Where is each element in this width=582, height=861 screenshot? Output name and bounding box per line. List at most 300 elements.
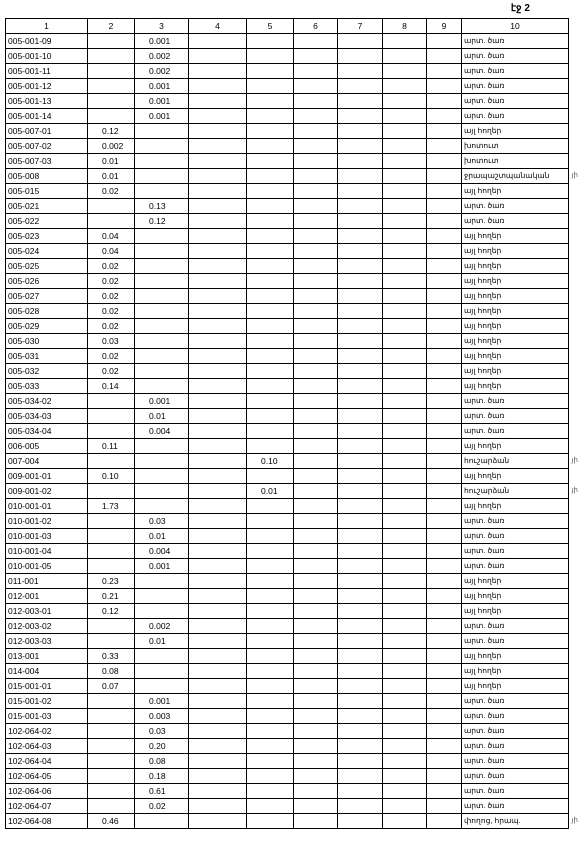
area-cell-col-6	[294, 574, 338, 589]
area-cell-col-2: 0.33	[88, 649, 135, 664]
parcel-code-cell: 013-001	[6, 649, 88, 664]
area-cell-col-2	[88, 559, 135, 574]
area-cell-col-8	[383, 154, 427, 169]
area-cell-col-5	[247, 139, 294, 154]
parcel-code-cell: 005-023	[6, 229, 88, 244]
area-cell-col-6	[294, 649, 338, 664]
area-cell-col-5	[247, 364, 294, 379]
area-cell-col-7	[338, 529, 383, 544]
area-cell-col-6	[294, 379, 338, 394]
area-cell-col-4	[189, 664, 247, 679]
area-cell-col-2: 0.02	[88, 289, 135, 304]
area-cell-col-5	[247, 589, 294, 604]
area-cell-col-6	[294, 634, 338, 649]
area-cell-col-4	[189, 724, 247, 739]
area-cell-col-9	[427, 229, 462, 244]
parcel-code-cell: 005-026	[6, 274, 88, 289]
area-cell-col-5	[247, 559, 294, 574]
area-cell-col-5	[247, 409, 294, 424]
land-use-cell: արտ. ծառ	[462, 784, 569, 799]
land-use-cell: այլ հողեր	[462, 679, 569, 694]
area-cell-col-3	[135, 814, 189, 829]
area-cell-col-5	[247, 529, 294, 544]
area-cell-col-7	[338, 439, 383, 454]
area-cell-col-4	[189, 514, 247, 529]
area-cell-col-7	[338, 244, 383, 259]
area-cell-col-4	[189, 184, 247, 199]
area-cell-col-4	[189, 814, 247, 829]
area-cell-col-8	[383, 694, 427, 709]
land-use-cell: արտ. ծառ	[462, 559, 569, 574]
land-use-cell: արտ. ծառ	[462, 694, 569, 709]
table-row	[6, 499, 569, 514]
area-cell-col-8	[383, 529, 427, 544]
table-row	[6, 169, 569, 184]
area-cell-col-3	[135, 274, 189, 289]
land-use-cell: հուշարձան	[462, 484, 569, 499]
land-use-cell: արտ. ծառ	[462, 724, 569, 739]
area-cell-col-8	[383, 679, 427, 694]
area-cell-col-3	[135, 574, 189, 589]
area-cell-col-7	[338, 364, 383, 379]
area-cell-col-4	[189, 169, 247, 184]
table-row	[6, 694, 569, 709]
column-header-10: 10	[462, 19, 569, 34]
area-cell-col-2: 0.11	[88, 439, 135, 454]
land-use-cell: արտ. ծառ	[462, 94, 569, 109]
table-row	[6, 124, 569, 139]
area-cell-col-3: 0.002	[135, 619, 189, 634]
area-cell-col-4	[189, 484, 247, 499]
area-cell-col-2: 0.14	[88, 379, 135, 394]
area-cell-col-7	[338, 709, 383, 724]
area-cell-col-6	[294, 304, 338, 319]
land-use-cell: այլ հողեր	[462, 289, 569, 304]
table-row	[6, 334, 569, 349]
area-cell-col-8	[383, 514, 427, 529]
area-cell-col-9	[427, 559, 462, 574]
area-cell-col-4	[189, 229, 247, 244]
table-row	[6, 649, 569, 664]
parcel-code-cell: 005-001-12	[6, 79, 88, 94]
area-cell-col-9	[427, 709, 462, 724]
area-cell-col-2	[88, 739, 135, 754]
area-cell-col-4	[189, 214, 247, 229]
area-cell-col-3	[135, 124, 189, 139]
area-cell-col-4	[189, 499, 247, 514]
area-cell-col-7	[338, 154, 383, 169]
area-cell-col-9	[427, 589, 462, 604]
land-use-cell: խոտուտ	[462, 139, 569, 154]
area-cell-col-4	[189, 679, 247, 694]
land-use-cell: այլ հողեր	[462, 379, 569, 394]
area-cell-col-7	[338, 484, 383, 499]
area-cell-col-2: 0.02	[88, 304, 135, 319]
area-cell-col-3	[135, 484, 189, 499]
land-use-cell: արտ. ծառ	[462, 769, 569, 784]
area-cell-col-3	[135, 229, 189, 244]
area-cell-col-5	[247, 49, 294, 64]
parcel-code-cell: 005-029	[6, 319, 88, 334]
area-cell-col-7	[338, 49, 383, 64]
area-cell-col-9	[427, 409, 462, 424]
area-cell-col-7	[338, 349, 383, 364]
area-cell-col-8	[383, 784, 427, 799]
table-row	[6, 814, 569, 829]
land-use-cell: այլ հողեր	[462, 469, 569, 484]
column-header-9: 9	[427, 19, 462, 34]
area-cell-col-2	[88, 64, 135, 79]
area-cell-col-6	[294, 784, 338, 799]
area-cell-col-2	[88, 409, 135, 424]
parcel-code-cell: 102-064-03	[6, 739, 88, 754]
land-use-cell: այլ հողեր	[462, 304, 569, 319]
area-cell-col-4	[189, 319, 247, 334]
area-cell-col-7	[338, 289, 383, 304]
area-cell-col-4	[189, 364, 247, 379]
area-cell-col-4	[189, 739, 247, 754]
area-cell-col-5	[247, 349, 294, 364]
parcel-code-cell: 010-001-03	[6, 529, 88, 544]
area-cell-col-7	[338, 409, 383, 424]
area-cell-col-9	[427, 94, 462, 109]
area-cell-col-3	[135, 364, 189, 379]
parcel-code-cell: 015-001-03	[6, 709, 88, 724]
area-cell-col-6	[294, 814, 338, 829]
area-cell-col-4	[189, 34, 247, 49]
margin-note: յի	[571, 171, 578, 179]
area-cell-col-3: 0.001	[135, 34, 189, 49]
area-cell-col-9	[427, 304, 462, 319]
area-cell-col-9	[427, 154, 462, 169]
column-header-5: 5	[247, 19, 294, 34]
area-cell-col-8	[383, 454, 427, 469]
parcel-code-cell: 010-001-02	[6, 514, 88, 529]
area-cell-col-7	[338, 379, 383, 394]
area-cell-col-6	[294, 409, 338, 424]
area-cell-col-9	[427, 694, 462, 709]
area-cell-col-5	[247, 244, 294, 259]
area-cell-col-2	[88, 694, 135, 709]
area-cell-col-2: 0.46	[88, 814, 135, 829]
area-cell-col-9	[427, 454, 462, 469]
area-cell-col-3: 0.01	[135, 634, 189, 649]
land-use-cell: արտ. ծառ	[462, 109, 569, 124]
area-cell-col-9	[427, 784, 462, 799]
area-cell-col-6	[294, 319, 338, 334]
land-use-cell: արտ. ծառ	[462, 64, 569, 79]
area-cell-col-3	[135, 184, 189, 199]
area-cell-col-5	[247, 124, 294, 139]
area-cell-col-5	[247, 604, 294, 619]
area-cell-col-8	[383, 214, 427, 229]
area-cell-col-4	[189, 469, 247, 484]
area-cell-col-2: 0.02	[88, 364, 135, 379]
area-cell-col-6	[294, 214, 338, 229]
area-cell-col-3	[135, 289, 189, 304]
land-use-cell: այլ հողեր	[462, 319, 569, 334]
land-use-cell: արտ. ծառ	[462, 529, 569, 544]
area-cell-col-7	[338, 259, 383, 274]
area-cell-col-6	[294, 439, 338, 454]
area-cell-col-4	[189, 784, 247, 799]
area-cell-col-6	[294, 124, 338, 139]
area-cell-col-9	[427, 139, 462, 154]
area-cell-col-5	[247, 649, 294, 664]
table-row	[6, 604, 569, 619]
area-cell-col-7	[338, 184, 383, 199]
area-cell-col-2: 0.12	[88, 124, 135, 139]
table-row	[6, 409, 569, 424]
area-cell-col-9	[427, 244, 462, 259]
area-cell-col-8	[383, 184, 427, 199]
margin-note: յի	[571, 816, 578, 824]
area-cell-col-3: 0.004	[135, 424, 189, 439]
area-cell-col-5	[247, 664, 294, 679]
area-cell-col-9	[427, 319, 462, 334]
land-parcel-table	[5, 18, 569, 829]
parcel-code-cell: 005-021	[6, 199, 88, 214]
area-cell-col-9	[427, 379, 462, 394]
area-cell-col-8	[383, 79, 427, 94]
area-cell-col-6	[294, 664, 338, 679]
area-cell-col-5	[247, 769, 294, 784]
area-cell-col-9	[427, 394, 462, 409]
parcel-code-cell: 102-064-04	[6, 754, 88, 769]
area-cell-col-2: 0.08	[88, 664, 135, 679]
area-cell-col-7	[338, 334, 383, 349]
area-cell-col-4	[189, 304, 247, 319]
area-cell-col-5	[247, 304, 294, 319]
table-row	[6, 274, 569, 289]
column-header-2: 2	[88, 19, 135, 34]
area-cell-col-5: 0.10	[247, 454, 294, 469]
area-cell-col-7	[338, 739, 383, 754]
parcel-code-cell: 005-024	[6, 244, 88, 259]
parcel-code-cell: 012-003-03	[6, 634, 88, 649]
parcel-code-cell: 009-001-02	[6, 484, 88, 499]
area-cell-col-8	[383, 724, 427, 739]
area-cell-col-3: 0.18	[135, 769, 189, 784]
area-cell-col-6	[294, 694, 338, 709]
parcel-code-cell: 005-001-13	[6, 94, 88, 109]
area-cell-col-4	[189, 124, 247, 139]
area-cell-col-7	[338, 574, 383, 589]
area-cell-col-8	[383, 139, 427, 154]
area-cell-col-5	[247, 274, 294, 289]
area-cell-col-3	[135, 334, 189, 349]
area-cell-col-3: 0.001	[135, 394, 189, 409]
area-cell-col-7	[338, 634, 383, 649]
area-cell-col-2: 0.21	[88, 589, 135, 604]
column-header-3: 3	[135, 19, 189, 34]
area-cell-col-8	[383, 499, 427, 514]
area-cell-col-3	[135, 319, 189, 334]
parcel-code-cell: 005-025	[6, 259, 88, 274]
area-cell-col-7	[338, 229, 383, 244]
area-cell-col-4	[189, 589, 247, 604]
area-cell-col-4	[189, 289, 247, 304]
area-cell-col-3	[135, 499, 189, 514]
area-cell-col-6	[294, 589, 338, 604]
area-cell-col-2	[88, 394, 135, 409]
area-cell-col-7	[338, 454, 383, 469]
area-cell-col-5	[247, 109, 294, 124]
area-cell-col-5	[247, 154, 294, 169]
table-row	[6, 154, 569, 169]
area-cell-col-4	[189, 79, 247, 94]
area-cell-col-7	[338, 664, 383, 679]
area-cell-col-2: 0.002	[88, 139, 135, 154]
area-cell-col-3: 0.001	[135, 694, 189, 709]
area-cell-col-8	[383, 334, 427, 349]
margin-note: յի	[571, 456, 578, 464]
area-cell-col-4	[189, 334, 247, 349]
table-row	[6, 589, 569, 604]
area-cell-col-4	[189, 439, 247, 454]
area-cell-col-2: 0.01	[88, 169, 135, 184]
area-cell-col-4	[189, 259, 247, 274]
area-cell-col-5	[247, 739, 294, 754]
land-use-cell: արտ. ծառ	[462, 394, 569, 409]
land-use-cell: այլ հողեր	[462, 349, 569, 364]
area-cell-col-3	[135, 469, 189, 484]
area-cell-col-3: 0.002	[135, 64, 189, 79]
area-cell-col-4	[189, 634, 247, 649]
area-cell-col-5	[247, 709, 294, 724]
area-cell-col-9	[427, 334, 462, 349]
land-use-cell: խոտուտ	[462, 154, 569, 169]
area-cell-col-2: 0.04	[88, 244, 135, 259]
area-cell-col-4	[189, 604, 247, 619]
land-use-cell: արտ. ծառ	[462, 409, 569, 424]
area-cell-col-2	[88, 619, 135, 634]
area-cell-col-8	[383, 364, 427, 379]
area-cell-col-4	[189, 694, 247, 709]
area-cell-col-4	[189, 109, 247, 124]
area-cell-col-6	[294, 184, 338, 199]
parcel-code-cell: 005-033	[6, 379, 88, 394]
area-cell-col-9	[427, 364, 462, 379]
area-cell-col-9	[427, 79, 462, 94]
area-cell-col-9	[427, 49, 462, 64]
area-cell-col-3	[135, 679, 189, 694]
area-cell-col-4	[189, 574, 247, 589]
area-cell-col-2	[88, 214, 135, 229]
area-cell-col-9	[427, 469, 462, 484]
area-cell-col-8	[383, 604, 427, 619]
area-cell-col-6	[294, 154, 338, 169]
parcel-code-cell: 005-001-10	[6, 49, 88, 64]
land-use-cell: այլ հողեր	[462, 499, 569, 514]
table-row	[6, 94, 569, 109]
column-header-6: 6	[294, 19, 338, 34]
area-cell-col-9	[427, 649, 462, 664]
area-cell-col-8	[383, 424, 427, 439]
area-cell-col-8	[383, 319, 427, 334]
area-cell-col-9	[427, 259, 462, 274]
area-cell-col-5	[247, 334, 294, 349]
margin-note: յի	[571, 486, 578, 494]
area-cell-col-3	[135, 604, 189, 619]
area-cell-col-2: 0.23	[88, 574, 135, 589]
table-row	[6, 79, 569, 94]
area-cell-col-9	[427, 604, 462, 619]
area-cell-col-7	[338, 514, 383, 529]
area-cell-col-6	[294, 604, 338, 619]
table-row	[6, 139, 569, 154]
area-cell-col-2: 0.02	[88, 319, 135, 334]
parcel-code-cell: 005-007-01	[6, 124, 88, 139]
area-cell-col-7	[338, 304, 383, 319]
land-use-cell: այլ հողեր	[462, 229, 569, 244]
area-cell-col-6	[294, 424, 338, 439]
table-row	[6, 349, 569, 364]
area-cell-col-5	[247, 34, 294, 49]
area-cell-col-5	[247, 79, 294, 94]
table-row	[6, 304, 569, 319]
area-cell-col-5	[247, 94, 294, 109]
area-cell-col-5	[247, 169, 294, 184]
area-cell-col-6	[294, 679, 338, 694]
land-use-cell: արտ. ծառ	[462, 634, 569, 649]
area-cell-col-6	[294, 514, 338, 529]
area-cell-col-7	[338, 199, 383, 214]
parcel-code-cell: 010-001-01	[6, 499, 88, 514]
area-cell-col-3: 0.002	[135, 49, 189, 64]
table-row	[6, 109, 569, 124]
area-cell-col-9	[427, 574, 462, 589]
area-cell-col-2	[88, 94, 135, 109]
area-cell-col-4	[189, 199, 247, 214]
area-cell-col-9	[427, 814, 462, 829]
area-cell-col-3: 0.20	[135, 739, 189, 754]
parcel-code-cell: 012-003-01	[6, 604, 88, 619]
area-cell-col-5	[247, 499, 294, 514]
area-cell-col-6	[294, 799, 338, 814]
table-row	[6, 394, 569, 409]
area-cell-col-8	[383, 484, 427, 499]
area-cell-col-4	[189, 529, 247, 544]
area-cell-col-4	[189, 649, 247, 664]
area-cell-col-3	[135, 244, 189, 259]
parcel-code-cell: 015-001-01	[6, 679, 88, 694]
land-use-cell: արտ. ծառ	[462, 709, 569, 724]
area-cell-col-8	[383, 709, 427, 724]
area-cell-col-2	[88, 34, 135, 49]
table-row	[6, 214, 569, 229]
area-cell-col-7	[338, 799, 383, 814]
area-cell-col-5	[247, 754, 294, 769]
area-cell-col-6	[294, 94, 338, 109]
area-cell-col-4	[189, 274, 247, 289]
table-row	[6, 799, 569, 814]
area-cell-col-8	[383, 394, 427, 409]
area-cell-col-9	[427, 739, 462, 754]
land-use-cell: արտ. ծառ	[462, 514, 569, 529]
parcel-code-cell: 007-004	[6, 454, 88, 469]
area-cell-col-2	[88, 424, 135, 439]
table-row	[6, 379, 569, 394]
land-use-cell: այլ հողեր	[462, 259, 569, 274]
area-cell-col-7	[338, 274, 383, 289]
area-cell-col-2: 0.10	[88, 469, 135, 484]
area-cell-col-3: 0.001	[135, 94, 189, 109]
area-cell-col-9	[427, 544, 462, 559]
land-use-cell: այլ հողեր	[462, 439, 569, 454]
area-cell-col-9	[427, 529, 462, 544]
area-cell-col-6	[294, 559, 338, 574]
